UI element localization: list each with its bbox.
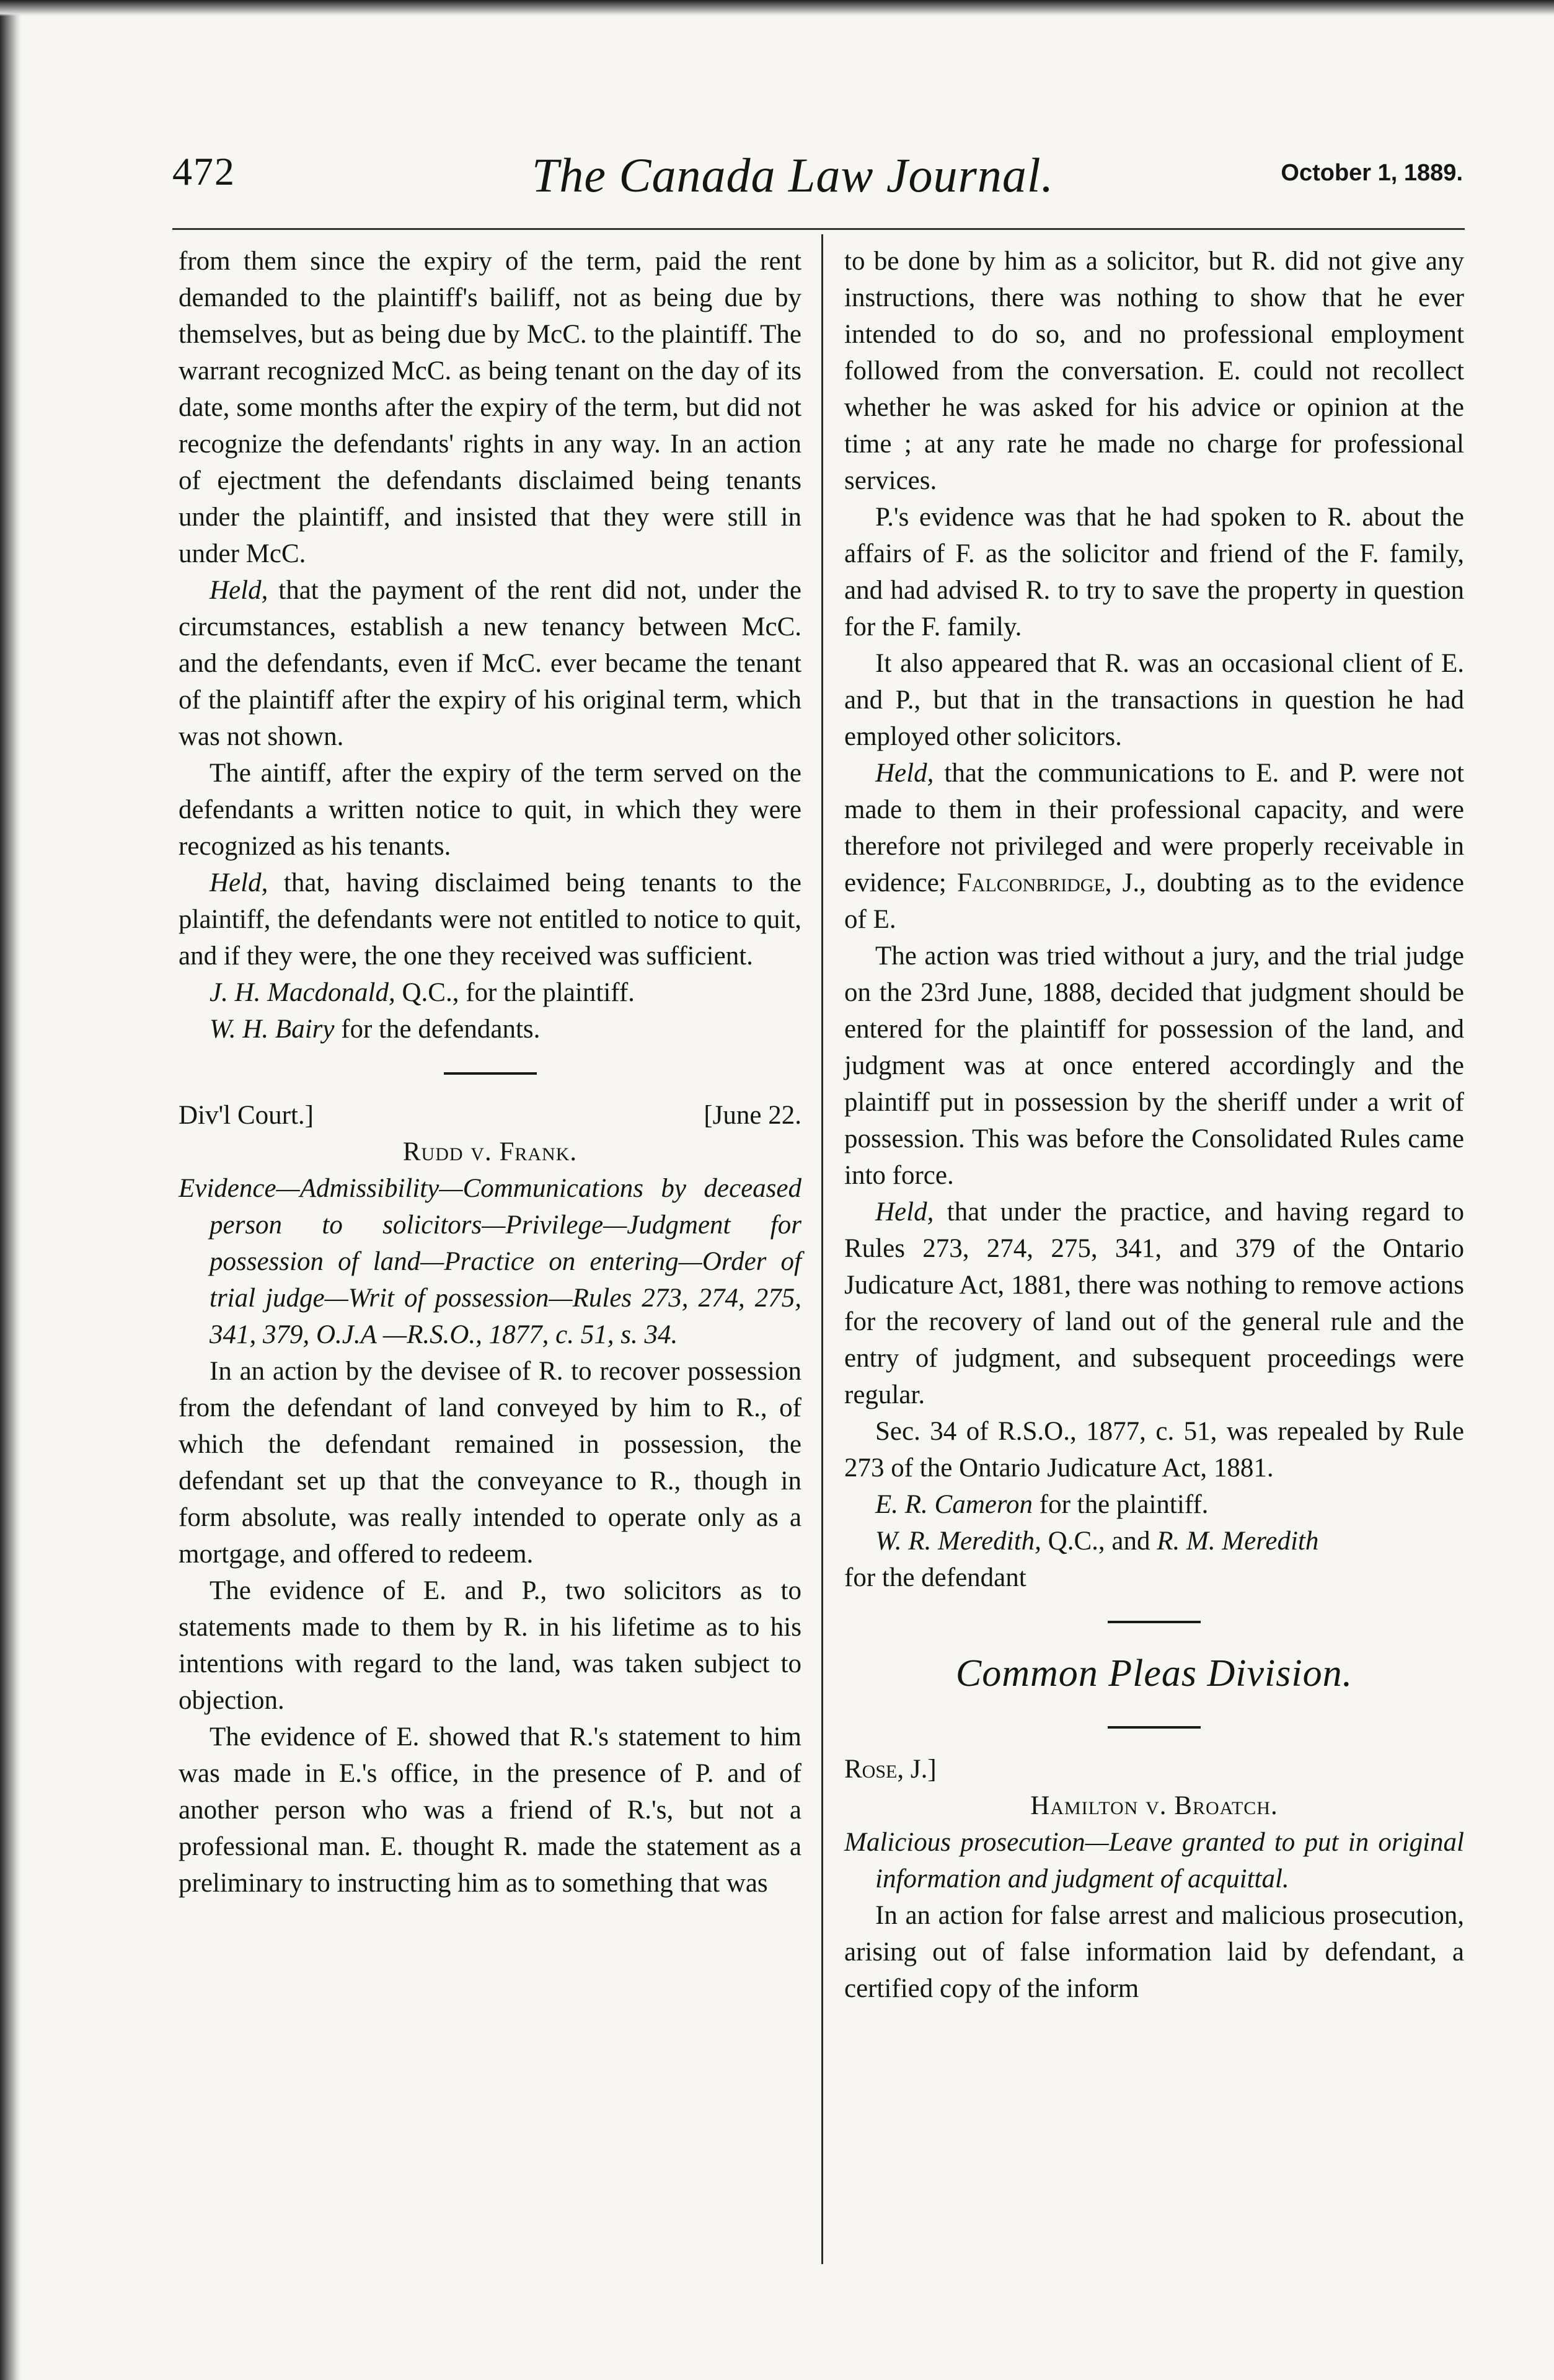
paragraph-text: that, having disclaimed being tenants to the plaintiff, the defendants were not entitled to notice to quit, and if they were, the one they received was sufficient. — [179, 868, 801, 971]
court-name: Div'l Court.] — [179, 1101, 314, 1130]
paragraph — [844, 1194, 1464, 1413]
paragraph-text: that the communications to E. and P. were not made to them in their professional capacity, and were therefore not privileged and were properly receivable in evidence; — [844, 759, 1464, 897]
division-title: Common Pleas Division. — [955, 1652, 1353, 1695]
page-number: 472 — [172, 149, 236, 193]
paragraph: from them since the expiry of the term, paid the rent demanded to the plaintiff's bailiff, not as being due by themselves, but as being due by McC. to the plaintiff. The warrant recognized McC. as being tenant on the day of its date, some months after the expiry of the term, but did not recognize the defendants' rights in any way. In an action of ejectment the defendants disclaimed being tenants under the plaintiff, and insisted that they were still in under McC. — [179, 247, 801, 568]
section-rule — [1108, 1621, 1201, 1623]
case-title: Rudd v. Frank. — [402, 1137, 578, 1166]
journal-title: The Canada Law Journal. — [532, 148, 1054, 202]
counsel-line — [844, 1486, 1464, 1523]
paragraph: The action was tried without a jury, and the trial judge on the 23rd June, 1888, decided that judgment should be entered for the plaintiff for possession of the land, and judgment was at once entered accordingly and the plaintiff put in possession by the sheriff under a writ of possession. This was before the Consolidated Rules came into force. — [844, 941, 1464, 1190]
paragraph: The evidence of E. showed that R.'s statement to him was made in E.'s office, in the presence of P. and of another person who was a friend of R.'s, but not a professional man. E. thought R. made the statement as a preliminary to instructing him as to something that was — [179, 1722, 801, 1898]
paragraph: Sec. 34 of R.S.O., 1877, c. 51, was repealed by Rule 273 of the Ontario Judicature Act, 1881. — [844, 1417, 1464, 1483]
left-column — [179, 243, 801, 1902]
counsel-role: Q.C., for the plaintiff. — [395, 978, 635, 1007]
counsel-name: W. H. Bairy — [210, 1015, 335, 1044]
counsel-name: R. M. Meredith — [1157, 1527, 1319, 1556]
column-divider — [821, 234, 823, 2264]
counsel-role: for the plaintiff. — [1033, 1490, 1209, 1519]
held-label: Held, — [210, 576, 268, 605]
counsel-name: E. R. Cameron — [875, 1490, 1033, 1519]
court-date: [June 22. — [704, 1101, 801, 1130]
paragraph: In an action for false arrest and malicious prosecution, arising out of false information laid by defendant, a certified copy of the inform — [844, 1901, 1464, 2003]
paragraph: The aintiff, after the expiry of the term served on the defendants a written notice to quit, in which they were recognized as his tenants. — [179, 759, 801, 861]
section-rule — [1108, 1726, 1201, 1729]
counsel-name: J. H. Macdonald, — [210, 978, 395, 1007]
judge-line: Rose, J.] — [844, 1755, 937, 1784]
held-label: Held, — [875, 1197, 934, 1227]
paragraph-text: that under the practice, and having regard to Rules 273, 274, 275, 341, and 379 of the Ontario Judicature Act, 1881, there was nothing to remove actions for the recovery of land out of the general rule and the entry of judgment, and subsequent proceedings were regular. — [844, 1197, 1464, 1409]
case-title: Hamilton v. Broatch. — [1030, 1791, 1278, 1820]
paragraph: P.'s evidence was that he had spoken to R. about the affairs of F. as the solicitor and friend of the F. family, and had advised R. to try to save the property in question for the F. family. — [844, 503, 1464, 641]
paragraph: The evidence of E. and P., two solicitors as to statements made to them by R. in his lifetime as to his intentions with regard to the land, was taken subject to objection. — [179, 1576, 801, 1715]
held-label: Held, — [875, 759, 934, 788]
scan-edge-shadow — [0, 0, 21, 2380]
paragraph: It also appeared that R. was an occasional client of E. and P., but that in the transactions in question he had employed other solicitors. — [844, 649, 1464, 751]
paragraph — [179, 865, 801, 974]
paragraph — [179, 572, 801, 755]
paragraph-text: J., doubting as to the evidence of E. — [844, 868, 1464, 934]
counsel-role: Q.C., and — [1041, 1527, 1157, 1556]
counsel-line — [179, 1011, 801, 1047]
counsel-line — [844, 1523, 1464, 1559]
headnote: Malicious prosecution—Leave granted to put in original information and judgment of acquittal. — [844, 1828, 1464, 1893]
paragraph-text: that the payment of the rent did not, under the circumstances, establish a new tenancy between McC. and the defendants, even if McC. ever became the tenant of the plaintiff after the expiry of his original term, which was not shown. — [179, 576, 801, 751]
page-header — [172, 149, 1463, 211]
held-label: Held, — [210, 868, 268, 897]
section-rule — [444, 1072, 537, 1075]
right-column — [844, 243, 1464, 2007]
issue-date: October 1, 1889. — [1281, 160, 1463, 186]
counsel-line — [179, 974, 801, 1011]
judge-name: Falconbridge, — [956, 868, 1112, 897]
paragraph — [844, 755, 1464, 938]
counsel-name: W. R. Meredith, — [875, 1527, 1041, 1556]
counsel-role: for the defendants. — [334, 1015, 541, 1044]
header-rule — [172, 228, 1465, 230]
paragraph: In an action by the devisee of R. to recover possession from the defendant of land conveyed by him to R., of which the defendant remained in possession, the defendant set up that the conveyance to R., though in form absolute, was really intended to operate only as a mortgage, and offered to redeem. — [179, 1357, 801, 1569]
counsel-role-line: for the defendant — [844, 1563, 1026, 1592]
court-line — [179, 1097, 801, 1134]
scan-top-shadow — [0, 0, 1554, 16]
headnote: Evidence—Admissibility—Communications by deceased person to solicitors—Privilege—Judgment for possession of land—Practice on entering—Order of trial judge—Writ of possession—Rules 273, 274, 275, 341, 379, O.J.A —R.S.O., 1877, c. 51, s. 34. — [179, 1174, 801, 1349]
paragraph: to be done by him as a solicitor, but R. did not give any instructions, there was nothing to show that he ever intended to do so, and no professional employment followed from the conversation. E. could not recollect whether he was asked for his advice or opinion at the time ; at any rate he made no charge for professional services. — [844, 247, 1464, 495]
